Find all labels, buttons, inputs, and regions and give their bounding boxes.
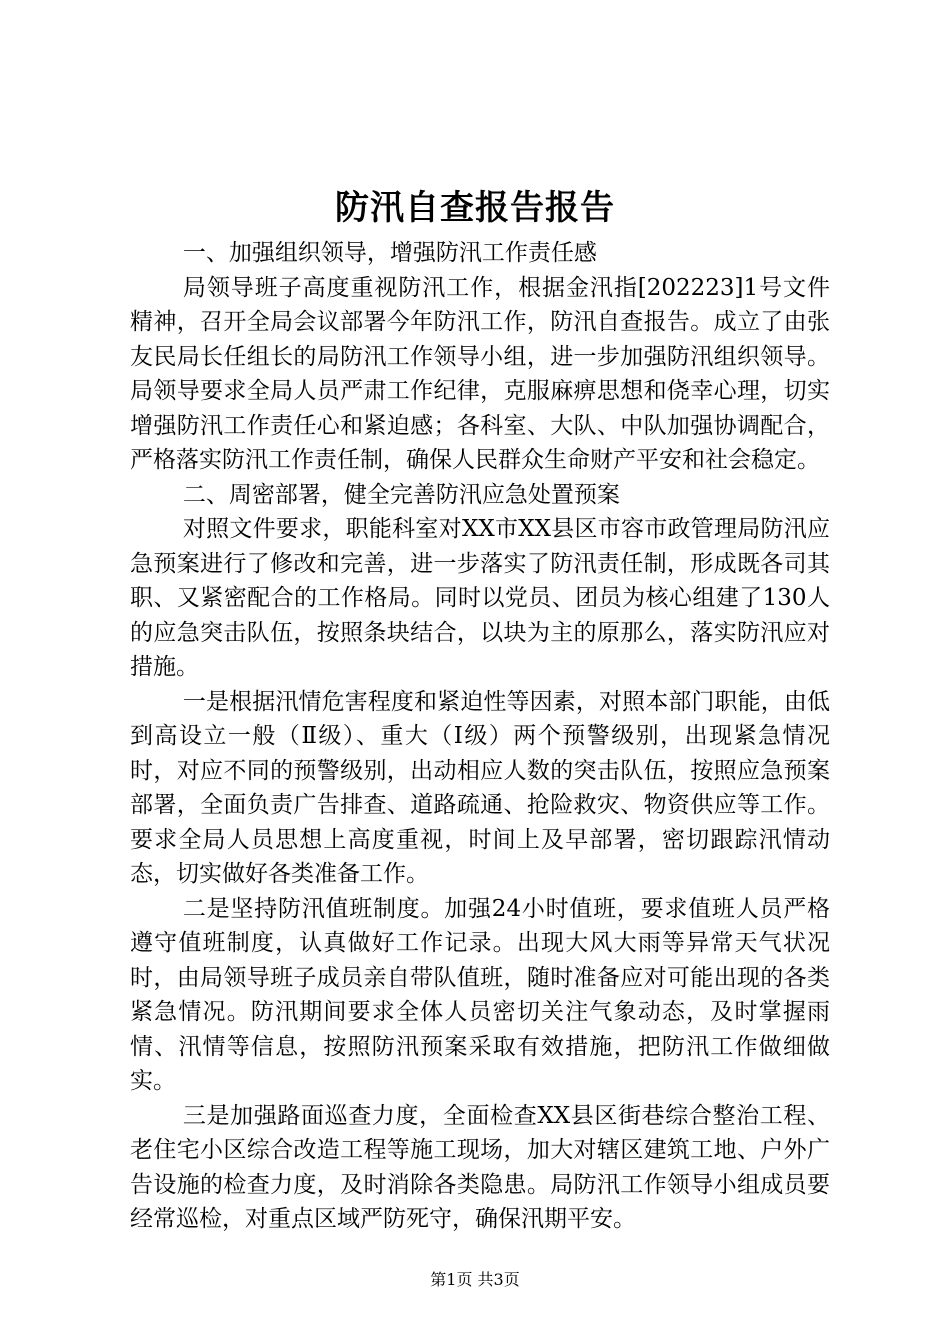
paragraph-4: 二是坚持防汛值班制度。加强24小时值班，要求值班人员严格遵守值班制度，认真做好工作记录。出现大风大雨等异常天气状况时，由局领导班子成员亲自带队值班，随时准备应对可能出现的各类紧急情况。防汛期间要求全体人员密切关注气象动态，及时掌握雨情、汛情等信息，按照防汛预案采取有效措施，把防汛工作做细做实。 xyxy=(130,895,830,1094)
paragraph-2: 对照文件要求，职能科室对XX市XX县区市容市政管理局防汛应急预案进行了修改和完善，进一步落实了防汛责任制，形成既各司其职、又紧密配合的工作格局。同时以党员、团员为核心组建了130人的应急突击队伍，按照条块结合，以块为主的原那么，落实防汛应对措施。 xyxy=(130,516,830,680)
paragraph-5: 三是加强路面巡查力度，全面检查XX县区街巷综合整治工程、老住宅小区综合改造工程等施工现场，加大对辖区建筑工地、户外广告设施的检查力度，及时消除各类隐患。局防汛工作领导小组成员要经常巡检，对重点区域严防死守，确保汛期平安。 xyxy=(130,1102,830,1232)
page-footer: 第1页 共3页 xyxy=(430,1270,520,1289)
section-heading-1: 一、加强组织领导，增强防汛工作责任感 xyxy=(182,240,597,266)
section-heading-2: 二、周密部署，健全完善防汛应急处置预案 xyxy=(182,481,620,508)
document-body xyxy=(130,236,830,1237)
document-title: 防汛自查报告报告 xyxy=(335,188,615,228)
paragraph-3: 一是根据汛情危害程度和紧迫性等因素，对照本部门职能，由低到高设立一般（Ⅱ级）、重大（Ⅰ级）两个预警级别，出现紧急情况时，对应不同的预警级别，出动相应人数的突击队伍，按照应急预案部署，全面负责广告排查、道路疏通、抢险救灾、物资供应等工作。要求全局人员思想上高度重视，时间上及早部署，密切跟踪汛情动态，切实做好各类准备工作。 xyxy=(130,688,830,887)
paragraph-1: 局领导班子高度重视防汛工作，根据金汛指[202223]1号文件精神，召开全局会议部署今年防汛工作，防汛自查报告。成立了由张友民局长任组长的局防汛工作领导小组，进一步加强防汛组织领导。局领导要求全局人员严肃工作纪律，克服麻痹思想和侥幸心理，切实增强防汛工作责任心和紧迫感；各科室、大队、中队加强协调配合，严格落实防汛工作责任制，确保人民群众生命财产平安和社会稳定。 xyxy=(130,274,830,473)
